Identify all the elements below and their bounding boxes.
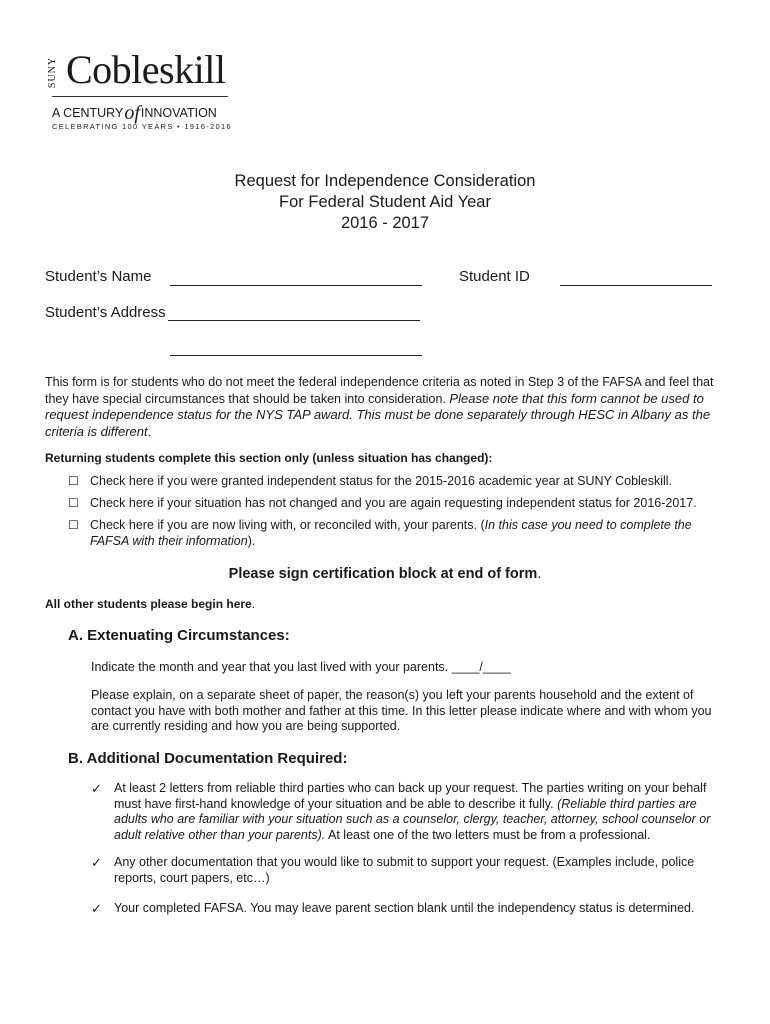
returning-item-2-text: Check here if your situation has not changed and you are again requesting independent status for 2016-2017. (90, 496, 697, 510)
title-line-3: 2016 - 2017 (340, 214, 430, 232)
section-b-item-1-italic: (Reliable third parties are adults who are familiar with your situation such as a counselor, clergy, teacher, attorney, school counselor or adult relative other than your parents). (114, 796, 711, 842)
student-id-label: Student ID (459, 268, 530, 285)
checkmark-icon: ✓ (91, 781, 102, 796)
logo-celebrating: CELEBRATING 100 YEARS • 1916-2016 (52, 122, 232, 131)
intro-end: . (147, 424, 152, 439)
title-line-2: For Federal Student Aid Year (279, 193, 491, 211)
section-b-heading: B. Additional Documentation Required: (68, 750, 348, 767)
intro-italic: Please note that this form cannot be used to request independence status for the NYS TAP award. This must be done separately through HESC in Albany as the criteria is different (45, 390, 711, 439)
all-other-note (45, 597, 255, 613)
student-address-field-1[interactable] (168, 320, 420, 321)
logo-suny-text: SUNY (47, 56, 59, 88)
returning-item-3-italic: In this case you need to complete the FAFSA with their information (90, 518, 692, 548)
returning-item-1-text: Check here if you were granted independent status for the 2015-2016 academic year at SUNY Cobleskill. (90, 474, 673, 488)
section-b-item-1-text: At least 2 letters from reliable third parties who can back up your request. The parties writing on your behalf must have first-hand knowledge of your situation and be able to describe it fully. (114, 781, 707, 811)
checkbox-3[interactable]: ☐ (68, 518, 79, 532)
section-a-p1: Indicate the month and year that you last lived with your parents. ____/____ (91, 660, 511, 674)
returning-item-3-end: ). (247, 533, 256, 548)
sign-note (0, 565, 770, 583)
logo-tagline-pre: A CENTURY (52, 106, 124, 120)
student-name-field[interactable] (170, 285, 422, 286)
section-b-item-1-end: At least one of the two letters must be from a professional. (325, 827, 651, 842)
section-a-heading: A. Extenuating Circumstances: (68, 627, 290, 644)
sign-note-end: . (537, 566, 542, 582)
student-name-label: Student’s Name (45, 268, 152, 285)
checkmark-icon: ✓ (91, 901, 102, 916)
logo-tagline-of: of (124, 102, 140, 124)
logo-suny (40, 52, 66, 92)
title-line-1: Request for Independence Consideration (234, 172, 536, 190)
logo-divider (52, 96, 228, 97)
intro-plain: This form is for students who do not meet the federal independence criteria as noted in Step 3 of the FAFSA and feel that they have special circumstances that should be taken into consideration. (45, 375, 714, 406)
student-address-label: Student’s Address (45, 304, 166, 321)
logo-tagline-post: INNOVATION (140, 106, 217, 120)
logo-name: Cobleskill (66, 47, 226, 92)
returning-item-3 (68, 518, 728, 549)
sign-note-bold: Please sign certification block at end of form (228, 566, 538, 582)
intro-paragraph (45, 375, 730, 440)
student-id-field[interactable] (560, 285, 712, 286)
returning-item-1 (68, 474, 728, 490)
section-b-item-1 (91, 781, 731, 843)
section-b-item-3-text: Your completed FAFSA. You may leave parent section blank until the independency status is determined. (114, 901, 695, 915)
section-b-item-2-text: Any other documentation that you would like to submit to support your request. (Examples include, police reports, court papers, etc…) (114, 855, 695, 885)
checkbox-2[interactable]: ☐ (68, 496, 79, 510)
section-b-item-3 (91, 901, 731, 917)
all-other-end: . (251, 597, 256, 611)
student-address-field-2[interactable] (170, 355, 422, 356)
all-other-bold: All other students please begin here (45, 597, 252, 611)
returning-item-2 (68, 496, 728, 512)
returning-item-3-text: Check here if you are now living with, or reconciled with, your parents. ( (90, 518, 485, 532)
section-a-p2: Please explain, on a separate sheet of paper, the reason(s) you left your parents household and the extent of contact you have with both mother and father at this time. In this letter please indicate where and with whom you are currently residing and how you are being supported. (91, 688, 712, 733)
section-b-item-2 (91, 855, 731, 886)
checkbox-1[interactable]: ☐ (68, 474, 79, 488)
returning-heading: Returning students complete this section only (unless situation has changed): (45, 451, 493, 465)
checkmark-icon: ✓ (91, 855, 102, 870)
logo-tagline (52, 102, 217, 124)
